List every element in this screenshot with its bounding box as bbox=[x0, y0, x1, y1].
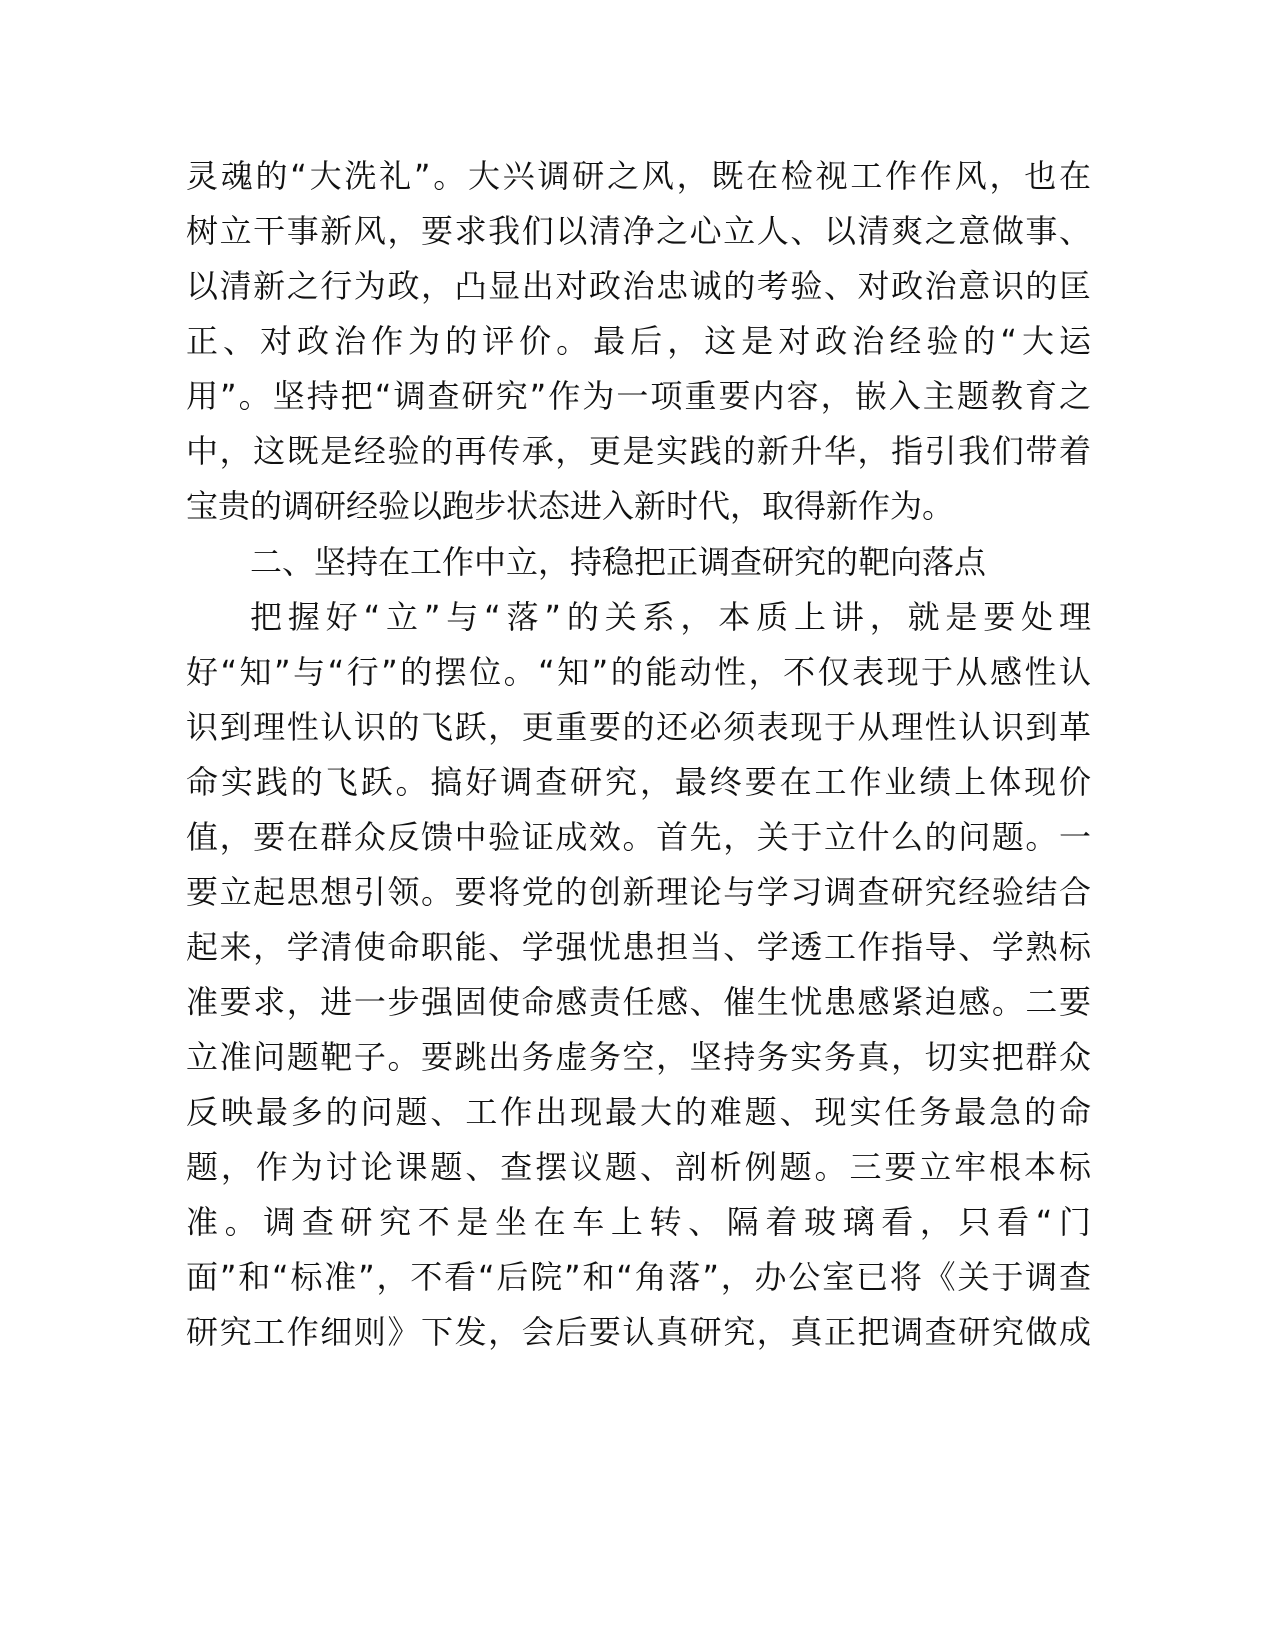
text-line: 正、对政治作为的评价。最后，这是对政治经验的“大运 bbox=[186, 322, 1091, 360]
text-line: 好“知”与“行”的摆位。“知”的能动性，不仅表现于从感性认 bbox=[186, 653, 1091, 691]
text-line: 起来，学清使命职能、学强忧患担当、学透工作指导、学熟标 bbox=[186, 928, 1091, 966]
text-line: 要立起思想引领。要将党的创新理论与学习调查研究经验结合 bbox=[186, 873, 1091, 911]
text-line: 准要求，进一步强固使命感责任感、催生忧患感紧迫感。二要 bbox=[186, 983, 1091, 1021]
text-line: 识到理性认识的飞跃，更重要的还必须表现于从理性认识到革 bbox=[186, 708, 1091, 746]
text-line: 命实践的飞跃。搞好调查研究，最终要在工作业绩上体现价 bbox=[186, 763, 1091, 801]
text-line: 研究工作细则》下发，会后要认真研究，真正把调查研究做成 bbox=[186, 1313, 1091, 1351]
text-line: 立准问题靶子。要跳出务虚务空，坚持务实务真，切实把群众 bbox=[186, 1038, 1091, 1076]
text-line: 题，作为讨论课题、查摆议题、剖析例题。三要立牢根本标 bbox=[186, 1148, 1091, 1186]
text-line: 树立干事新风，要求我们以清净之心立人、以清爽之意做事、 bbox=[186, 212, 1091, 250]
text-line: 把握好“立”与“落”的关系，本质上讲，就是要处理 bbox=[250, 598, 1091, 636]
section-heading: 二、坚持在工作中立，持稳把正调查研究的靶向落点 bbox=[250, 543, 987, 581]
text-line: 准。调查研究不是坐在车上转、隔着玻璃看，只看“门 bbox=[186, 1203, 1091, 1241]
text-line: 反映最多的问题、工作出现最大的难题、现实任务最急的命 bbox=[186, 1093, 1091, 1131]
text-line: 宝贵的调研经验以跑步状态进入新时代，取得新作为。 bbox=[186, 487, 955, 525]
text-line: 中，这既是经验的再传承，更是实践的新升华，指引我们带着 bbox=[186, 432, 1091, 470]
text-line: 面”和“标准”，不看“后院”和“角落”，办公室已将《关于调查 bbox=[186, 1258, 1091, 1296]
text-line: 灵魂的“大洗礼”。大兴调研之风，既在检视工作作风，也在 bbox=[186, 157, 1091, 195]
text-line: 用”。坚持把“调查研究”作为一项重要内容，嵌入主题教育之 bbox=[186, 377, 1091, 415]
text-line: 以清新之行为政，凸显出对政治忠诚的考验、对政治意识的匡 bbox=[186, 267, 1091, 305]
text-line: 值，要在群众反馈中验证成效。首先，关于立什么的问题。一 bbox=[186, 818, 1091, 856]
